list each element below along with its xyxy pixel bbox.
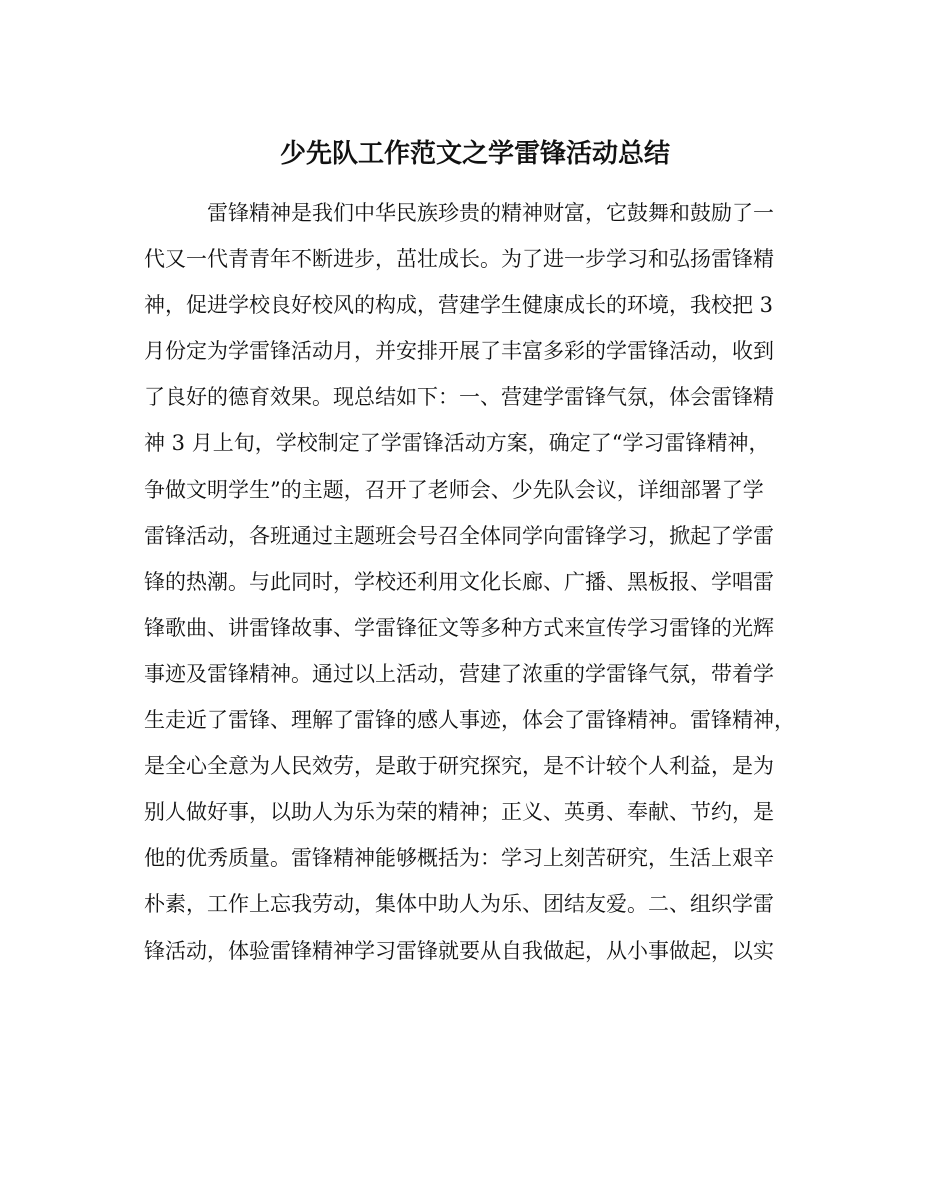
text-line: 雷锋活动，各班通过主题班会号召全体同学向雷锋学习，掀起了学雷 [144, 523, 774, 548]
text-line: 他的优秀质量。雷锋精神能够概括为：学习上刻苦研究，生活上艰辛 [144, 846, 774, 871]
text-line: 代又一代青青年不断进步，茁壮成长。为了进一步学习和弘扬雷锋精 [144, 247, 774, 272]
text-line: 月份定为学雷锋活动月，并安排开展了丰富多彩的学雷锋活动，收到 [144, 339, 774, 364]
text-line: 朴素，工作上忘我劳动，集体中助人为乐、团结友爱。二、组织学雷 [144, 892, 774, 917]
text-line: 事迹及雷锋精神。通过以上活动，营建了浓重的学雷锋气氛，带着学 [144, 661, 774, 686]
text-line: 锋活动，体验雷锋精神学习雷锋就要从自我做起，从小事做起，以实 [144, 938, 774, 963]
text-line: 神，促进学校良好校风的构成，营建学生健康成长的环境，我校把 3 [144, 293, 774, 318]
text-line: 是全心全意为人民效劳，是敢于研究探究，是不计较个人利益，是为 [144, 754, 774, 779]
text-line: 别人做好事，以助人为乐为荣的精神；正义、英勇、奉献、节约，是 [144, 800, 774, 825]
text-line: 了良好的德育效果。现总结如下：一、营建学雷锋气氛，体会雷锋精 [144, 385, 774, 410]
text-line: 锋的热潮。与此同时，学校还利用文化长廊、广播、黑板报、学唱雷 [144, 569, 774, 594]
text-line: 雷锋精神是我们中华民族珍贵的精神财富，它鼓舞和鼓励了一 [207, 201, 774, 225]
text-line: 争做文明学生”的主题，召开了老师会、少先队会议，详细部署了学 [144, 477, 764, 502]
text-line: 神 3 月上旬，学校制定了学雷锋活动方案，确定了“学习雷锋精神， [144, 431, 770, 456]
document-body [144, 190, 804, 974]
text-line: 生走近了雷锋、理解了雷锋的感人事迹，体会了雷锋精神。雷锋精神， [144, 708, 795, 733]
document-title: 少先队工作范文之学雷锋活动总结 [279, 139, 670, 169]
text-line: 锋歌曲、讲雷锋故事、学雷锋征文等多种方式来宣传学习雷锋的光辉 [144, 615, 774, 640]
